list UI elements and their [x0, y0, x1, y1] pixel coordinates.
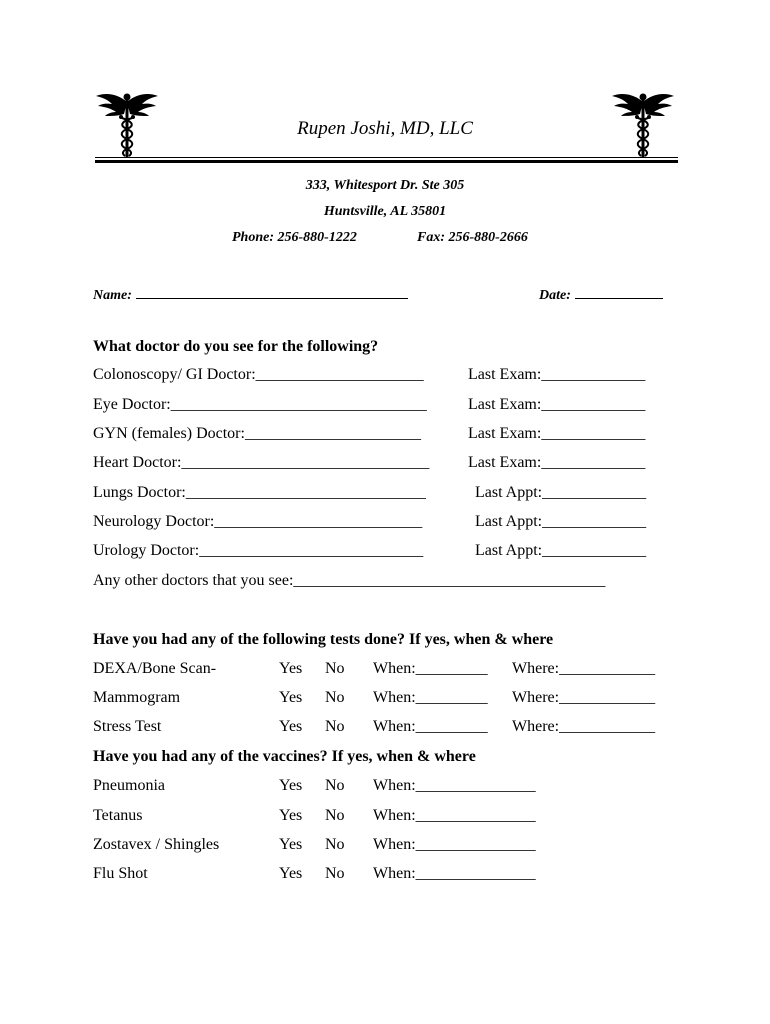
- when-field[interactable]: When:_______________: [373, 836, 536, 853]
- where-field[interactable]: Where:____________: [512, 718, 656, 735]
- yes-option[interactable]: Yes: [279, 718, 303, 735]
- test-row: [93, 718, 693, 740]
- doctor-field[interactable]: Lungs Doctor:______________________________: [93, 484, 426, 501]
- doctor-row: [93, 484, 693, 506]
- last-exam-field[interactable]: Last Exam:_____________: [468, 454, 646, 471]
- fax-number: Fax: 256-880-2666: [417, 230, 528, 245]
- doctor-row: [93, 513, 693, 535]
- doctor-field[interactable]: Urology Doctor:____________________________: [93, 542, 424, 559]
- yes-option[interactable]: Yes: [279, 807, 303, 824]
- date-label: Date:: [539, 288, 571, 303]
- no-option[interactable]: No: [325, 718, 345, 735]
- vaccine-name: Flu Shot: [93, 865, 148, 882]
- date-input-line[interactable]: [575, 284, 663, 299]
- doctors-heading: What doctor do you see for the following?: [93, 338, 379, 355]
- yes-option[interactable]: Yes: [279, 689, 303, 706]
- doctor-field[interactable]: Heart Doctor:_______________________________: [93, 454, 430, 471]
- vaccine-name: Zostavex / Shingles: [93, 836, 220, 853]
- doctor-field[interactable]: Colonoscopy/ GI Doctor:_____________________: [93, 366, 424, 383]
- vaccine-row: [93, 836, 693, 858]
- where-field[interactable]: Where:____________: [512, 689, 656, 706]
- last-appt-field[interactable]: Last Appt:_____________: [475, 542, 647, 559]
- yes-option[interactable]: Yes: [279, 777, 303, 794]
- no-option[interactable]: No: [325, 836, 345, 853]
- test-row: [93, 689, 693, 711]
- doctor-field[interactable]: Neurology Doctor:__________________________: [93, 513, 423, 530]
- test-row: [93, 660, 693, 682]
- doctor-row: [93, 396, 693, 418]
- no-option[interactable]: No: [325, 807, 345, 824]
- date-field: [539, 284, 663, 304]
- header-divider: [95, 157, 678, 158]
- when-field[interactable]: When:_________: [373, 660, 488, 677]
- other-doctors-row: [93, 572, 693, 594]
- where-field[interactable]: Where:____________: [512, 660, 656, 677]
- no-option[interactable]: No: [325, 660, 345, 677]
- when-field[interactable]: When:_______________: [373, 807, 536, 824]
- vaccine-row: [93, 777, 693, 799]
- name-input-line[interactable]: [136, 284, 408, 299]
- tests-heading: Have you had any of the following tests done? If yes, when & where: [93, 631, 554, 648]
- yes-option[interactable]: Yes: [279, 836, 303, 853]
- other-doctors-field[interactable]: Any other doctors that you see:_______________________________________: [93, 572, 606, 589]
- practice-title: Rupen Joshi, MD, LLC: [297, 118, 473, 139]
- address-line2: Huntsville, AL 35801: [323, 204, 447, 219]
- last-appt-field[interactable]: Last Appt:_____________: [475, 513, 647, 530]
- vaccine-row: [93, 865, 693, 887]
- vaccines-heading: Have you had any of the vaccines? If yes, when & where: [93, 748, 476, 765]
- vaccine-row: [93, 807, 693, 829]
- test-name: DEXA/Bone Scan-: [93, 660, 217, 677]
- yes-option[interactable]: Yes: [279, 865, 303, 882]
- header-divider-thick: [95, 160, 678, 163]
- address-line1: 333, Whitesport Dr. Ste 305: [305, 178, 465, 193]
- vaccine-name: Tetanus: [93, 807, 143, 824]
- doctor-row: [93, 366, 693, 388]
- yes-option[interactable]: Yes: [279, 660, 303, 677]
- last-appt-field[interactable]: Last Appt:_____________: [475, 484, 647, 501]
- doctor-field[interactable]: Eye Doctor:________________________________: [93, 396, 427, 413]
- name-label: Name:: [93, 288, 132, 303]
- vaccine-name: Pneumonia: [93, 777, 165, 794]
- doctor-row: [93, 542, 693, 564]
- last-exam-field[interactable]: Last Exam:_____________: [468, 366, 646, 383]
- when-field[interactable]: When:_________: [373, 689, 488, 706]
- no-option[interactable]: No: [325, 865, 345, 882]
- test-name: Stress Test: [93, 718, 162, 735]
- last-exam-field[interactable]: Last Exam:_____________: [468, 425, 646, 442]
- when-field[interactable]: When:_______________: [373, 777, 536, 794]
- doctor-field[interactable]: GYN (females) Doctor:______________________: [93, 425, 421, 442]
- when-field[interactable]: When:_______________: [373, 865, 536, 882]
- doctor-row: [93, 425, 693, 447]
- name-field: [93, 284, 408, 304]
- test-name: Mammogram: [93, 689, 181, 706]
- last-exam-field[interactable]: Last Exam:_____________: [468, 396, 646, 413]
- phone-number: Phone: 256-880-1222: [232, 230, 357, 245]
- no-option[interactable]: No: [325, 689, 345, 706]
- doctor-row: [93, 454, 693, 476]
- no-option[interactable]: No: [325, 777, 345, 794]
- when-field[interactable]: When:_________: [373, 718, 488, 735]
